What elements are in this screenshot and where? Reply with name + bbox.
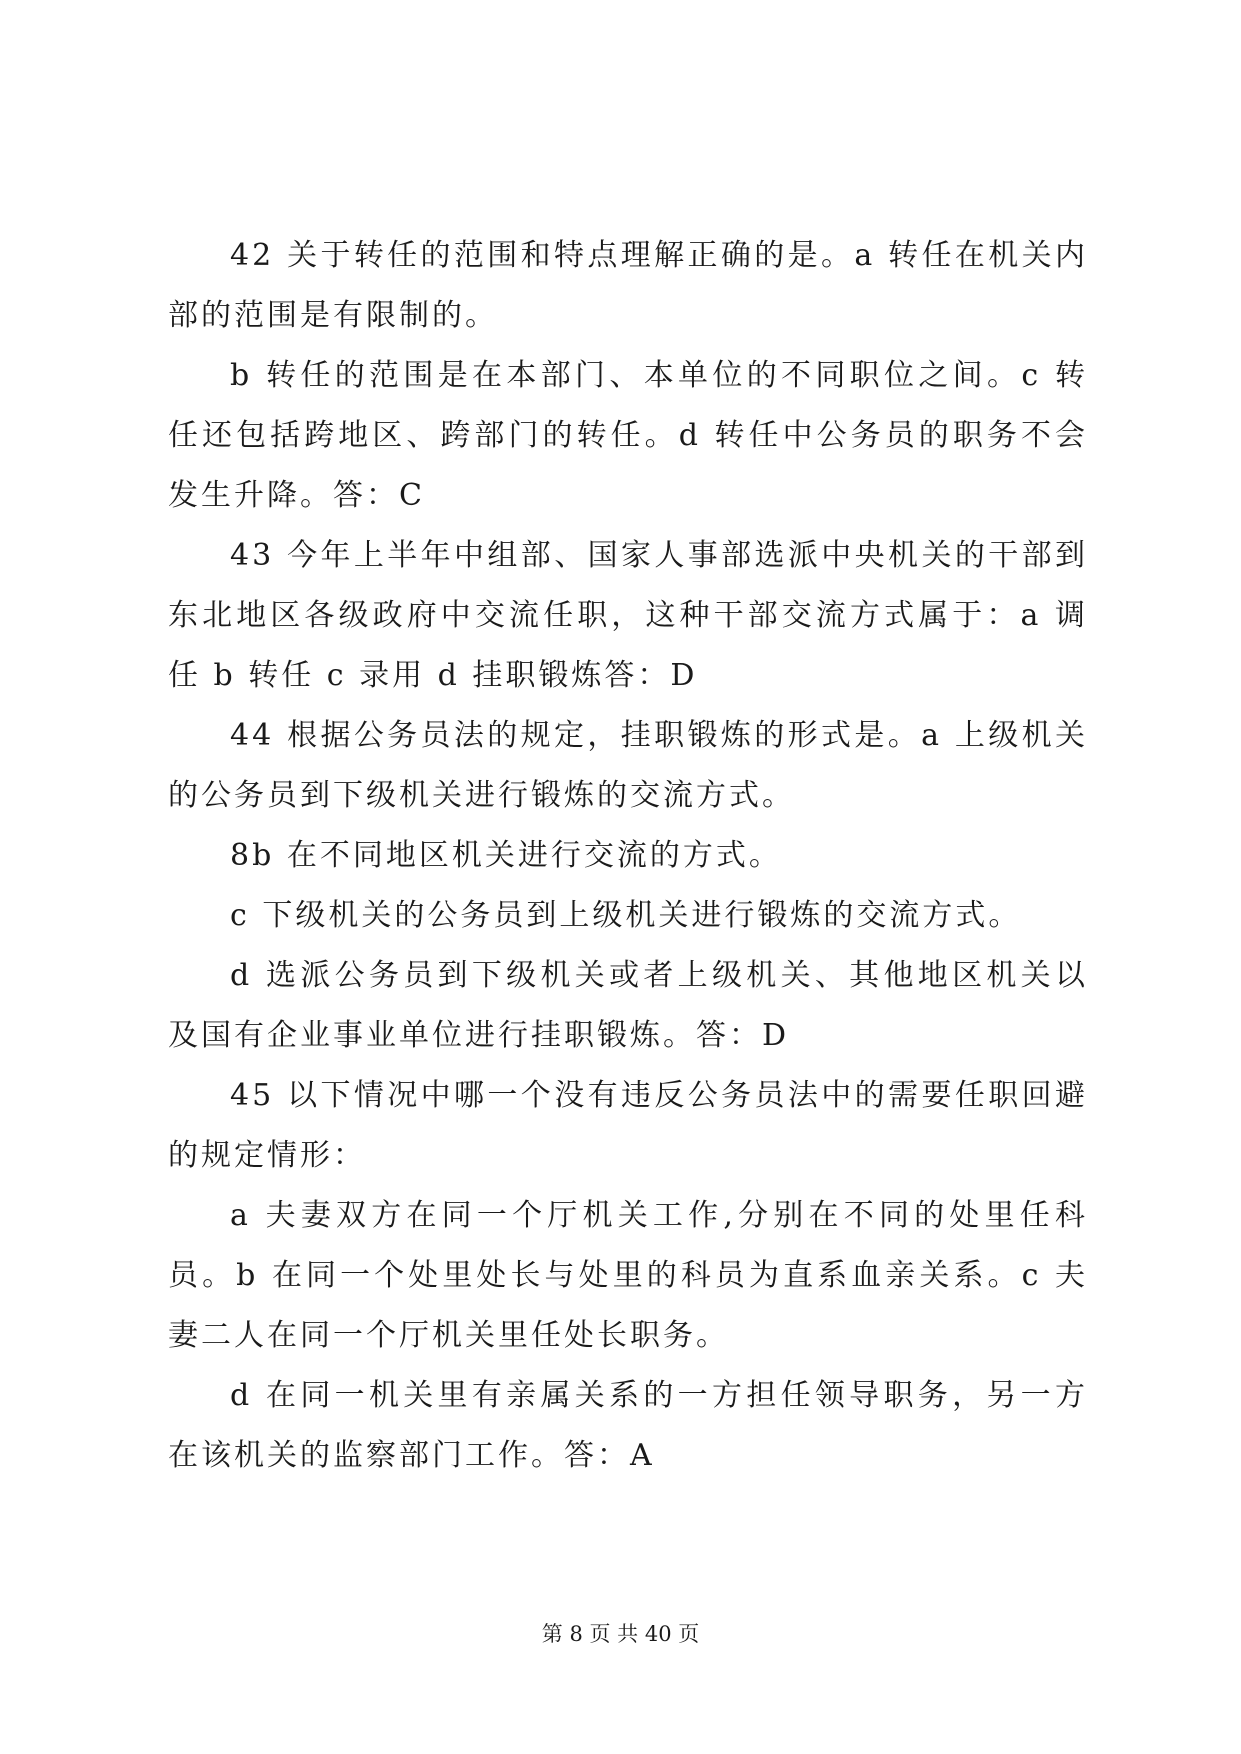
paragraph-q44-option-c: c 下级机关的公务员到上级机关进行锻炼的交流方式。 — [230, 898, 1022, 933]
paragraph-q42-options: b 转任的范围是在本部门、本单位的不同职位之间。c 转任还包括跨地区、跨部门的转任。d 转任中公务员的职务不会发生升降。答：C — [168, 358, 1088, 513]
paragraph-q44-option-d: d 选派公务员到下级机关或者上级机关、其他地区机关以及国有企业事业单位进行挂职锻炼。答：D — [168, 958, 1088, 1053]
paragraph-q42: 42 关于转任的范围和特点理解正确的是。a 转任在机关内部的范围是有限制的。 — [168, 238, 1088, 333]
document-body — [168, 226, 1088, 1486]
paragraph-q45-options: a 夫妻双方在同一个厅机关工作,分别在不同的处里任科员。b 在同一个处里处长与处里的科员为直系血亲关系。c 夫妻二人在同一个厅机关里任处长职务。 — [168, 1198, 1088, 1353]
paragraph-q43: 43 今年上半年中组部、国家人事部选派中央机关的干部到东北地区各级政府中交流任职，这种干部交流方式属于：a 调任 b 转任 c 录用 d 挂职锻炼答：D — [168, 538, 1088, 693]
paragraph-q45-option-d: d 在同一机关里有亲属关系的一方担任领导职务，另一方在该机关的监察部门工作。答：A — [168, 1378, 1088, 1473]
paragraph-q44-option-b: 8b 在不同地区机关进行交流的方式。 — [230, 838, 782, 873]
paragraph-q44: 44 根据公务员法的规定，挂职锻炼的形式是。a 上级机关的公务员到下级机关进行锻炼的交流方式。 — [168, 718, 1088, 813]
paragraph-q45: 45 以下情况中哪一个没有违反公务员法中的需要任职回避的规定情形： — [168, 1078, 1088, 1173]
page-number-footer: 第 8 页 共 40 页 — [541, 1622, 700, 1646]
